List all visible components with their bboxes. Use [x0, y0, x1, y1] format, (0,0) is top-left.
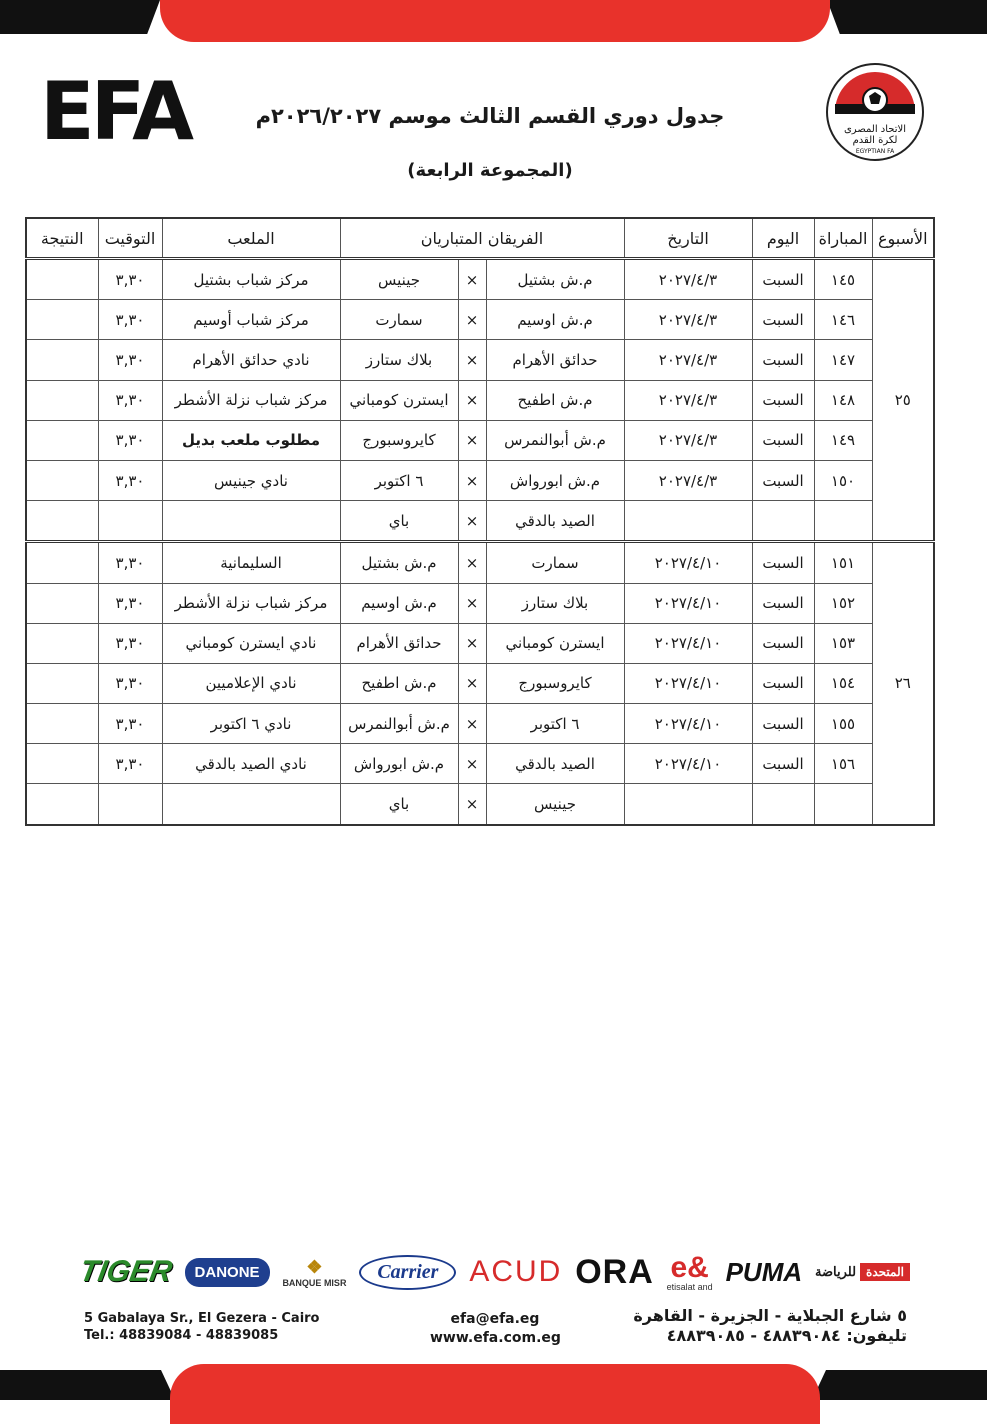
bottom-right-stripe	[812, 1370, 987, 1400]
match-cell: ١٤٥	[814, 259, 872, 300]
header-week: الأسبوع	[872, 218, 934, 259]
time-cell	[98, 784, 162, 825]
match-cell: ١٥٠	[814, 460, 872, 500]
time-cell: ٣,٣٠	[98, 380, 162, 420]
header-teams: الفريقان المتباريان	[340, 218, 624, 259]
team-b-cell: باي	[340, 501, 458, 542]
stadium-cell: نادي الصيد بالدقي	[162, 744, 340, 784]
match-cell	[814, 784, 872, 825]
team-a-cell: م.ش بشتيل	[486, 259, 624, 300]
team-a-cell: سمارت	[486, 542, 624, 583]
time-cell: ٣,٣٠	[98, 542, 162, 583]
table-row	[26, 542, 934, 583]
match-cell: ١٥٤	[814, 663, 872, 703]
banque-misr-icon: ❖	[306, 1256, 323, 1277]
date-cell	[624, 784, 752, 825]
stadium-cell: نادي جينيس	[162, 460, 340, 500]
match-cell: ١٥١	[814, 542, 872, 583]
time-cell: ٣,٣٠	[98, 583, 162, 623]
date-cell: ٢٠٢٧/٤/١٠	[624, 704, 752, 744]
table-row	[26, 380, 934, 420]
footer-address-en	[84, 1310, 320, 1344]
team-b-cell: م.ش أبوالنمرس	[340, 704, 458, 744]
table-row	[26, 704, 934, 744]
team-b-cell: جينيس	[340, 259, 458, 300]
banque-misr-label: BANQUE MISR	[282, 1277, 347, 1288]
day-cell: السبت	[752, 380, 814, 420]
stadium-cell: مطلوب ملعب بديل	[162, 420, 340, 460]
footer-address-ar	[633, 1306, 907, 1346]
vs-cell: ×	[458, 542, 486, 583]
united-sport-logo	[815, 1263, 910, 1281]
schedule-table	[25, 217, 935, 826]
team-b-cell: م.ش بشتيل	[340, 542, 458, 583]
vs-cell: ×	[458, 501, 486, 542]
stadium-cell: نادي حدائق الأهرام	[162, 340, 340, 380]
top-right-stripe	[827, 0, 987, 34]
vs-cell: ×	[458, 623, 486, 663]
stadium-cell: نادي ٦ اكتوبر	[162, 704, 340, 744]
time-cell: ٣,٣٠	[98, 259, 162, 300]
day-cell: السبت	[752, 663, 814, 703]
footer-address-ar-line: ٥ شارع الجبلاية - الجزيرة - القاهرة	[633, 1306, 907, 1325]
team-a-cell: م.ش اوسيم	[486, 300, 624, 340]
header-stadium: الملعب	[162, 218, 340, 259]
team-a-cell: بلاك ستارز	[486, 583, 624, 623]
vs-cell: ×	[458, 744, 486, 784]
table-row	[26, 501, 934, 542]
top-left-stripe	[0, 0, 160, 34]
bottom-red-banner	[170, 1364, 820, 1424]
team-b-cell: م.ش اوسيم	[340, 583, 458, 623]
footer-tel-line: Tel.: 48839084 - 48839085	[84, 1328, 279, 1343]
acud-logo: ACUD	[469, 1255, 563, 1288]
stadium-cell: السليمانية	[162, 542, 340, 583]
vs-cell: ×	[458, 583, 486, 623]
footer-contact	[430, 1310, 560, 1348]
svg-text:EGYPTIAN FA: EGYPTIAN FA	[855, 148, 895, 155]
day-cell: السبت	[752, 460, 814, 500]
match-cell: ١٥٣	[814, 623, 872, 663]
team-b-cell: سمارت	[340, 300, 458, 340]
time-cell: ٣,٣٠	[98, 460, 162, 500]
date-cell	[624, 501, 752, 542]
danone-logo: DANONE	[185, 1258, 270, 1287]
tiger-logo: TIGER	[77, 1255, 175, 1288]
team-a-cell: حدائق الأهرام	[486, 340, 624, 380]
carrier-logo: Carrier	[359, 1255, 456, 1290]
etisalat-logo	[666, 1250, 713, 1292]
stadium-cell	[162, 501, 340, 542]
vs-cell: ×	[458, 300, 486, 340]
time-cell: ٣,٣٠	[98, 300, 162, 340]
result-cell	[26, 583, 98, 623]
ora-logo: ORA	[575, 1252, 654, 1291]
team-b-cell: ٦ اكتوبر	[340, 460, 458, 500]
team-b-cell: ايسترن كومباني	[340, 380, 458, 420]
table-row	[26, 744, 934, 784]
result-cell	[26, 380, 98, 420]
result-cell	[26, 744, 98, 784]
footer-address-line: 5 Gabalaya Sr., El Gezera - Cairo	[84, 1311, 320, 1326]
team-a-cell: ٦ اكتوبر	[486, 704, 624, 744]
result-cell	[26, 542, 98, 583]
day-cell: السبت	[752, 300, 814, 340]
time-cell: ٣,٣٠	[98, 663, 162, 703]
stadium-cell: مركز شباب بشتيل	[162, 259, 340, 300]
svg-text:لكرة القدم: لكرة القدم	[852, 135, 898, 146]
date-cell: ٢٠٢٧/٤/١٠	[624, 583, 752, 623]
team-b-cell: بلاك ستارز	[340, 340, 458, 380]
day-cell: السبت	[752, 340, 814, 380]
stadium-cell: مركز شباب أوسيم	[162, 300, 340, 340]
table-header-row	[26, 218, 934, 259]
result-cell	[26, 784, 98, 825]
day-cell	[752, 784, 814, 825]
match-cell: ١٤٩	[814, 420, 872, 460]
result-cell	[26, 340, 98, 380]
efa-logo: EFA	[40, 65, 191, 158]
date-cell: ٢٠٢٧/٤/١٠	[624, 744, 752, 784]
stadium-cell: نادي ايسترن كومباني	[162, 623, 340, 663]
banque-misr-logo	[282, 1257, 346, 1288]
result-cell	[26, 704, 98, 744]
team-a-cell: الصيد بالدقي	[486, 744, 624, 784]
header-date: التاريخ	[624, 218, 752, 259]
time-cell: ٣,٣٠	[98, 420, 162, 460]
day-cell: السبت	[752, 583, 814, 623]
header-result: النتيجة	[26, 218, 98, 259]
footer-tel-ar-line: تليفون: ٤٨٨٣٩٠٨٤ - ٤٨٨٣٩٠٨٥	[666, 1326, 907, 1345]
svg-text:الاتحاد المصرى: الاتحاد المصرى	[843, 124, 907, 135]
team-b-cell: حدائق الأهرام	[340, 623, 458, 663]
match-cell: ١٤٧	[814, 340, 872, 380]
footer-email[interactable]: efa@efa.eg	[450, 1311, 540, 1327]
vs-cell: ×	[458, 340, 486, 380]
vs-cell: ×	[458, 380, 486, 420]
result-cell	[26, 623, 98, 663]
day-cell	[752, 501, 814, 542]
date-cell: ٢٠٢٧/٤/٣	[624, 300, 752, 340]
date-cell: ٢٠٢٧/٤/٣	[624, 420, 752, 460]
page-subtitle: (المجموعة الرابعة)	[407, 160, 573, 181]
bottom-left-stripe	[0, 1370, 175, 1400]
result-cell	[26, 501, 98, 542]
team-a-cell: كايروسبورج	[486, 663, 624, 703]
time-cell: ٣,٣٠	[98, 340, 162, 380]
team-b-cell: م.ش اطفيح	[340, 663, 458, 703]
time-cell	[98, 501, 162, 542]
team-b-cell: باي	[340, 784, 458, 825]
time-cell: ٣,٣٠	[98, 704, 162, 744]
table-row	[26, 784, 934, 825]
result-cell	[26, 663, 98, 703]
header-match: المباراة	[814, 218, 872, 259]
match-cell: ١٥٢	[814, 583, 872, 623]
date-cell: ٢٠٢٧/٤/١٠	[624, 542, 752, 583]
header-day: اليوم	[752, 218, 814, 259]
day-cell: السبت	[752, 420, 814, 460]
time-cell: ٣,٣٠	[98, 623, 162, 663]
top-red-banner	[160, 0, 830, 42]
vs-cell: ×	[458, 259, 486, 300]
vs-cell: ×	[458, 784, 486, 825]
result-cell	[26, 420, 98, 460]
vs-cell: ×	[458, 663, 486, 703]
table-row	[26, 300, 934, 340]
day-cell: السبت	[752, 704, 814, 744]
day-cell: السبت	[752, 259, 814, 300]
table-row	[26, 583, 934, 623]
stadium-cell: مركز شباب نزلة الأشطر	[162, 380, 340, 420]
united-sport-label: للرياضة	[815, 1264, 857, 1279]
week-cell: ٢٦	[872, 542, 934, 825]
date-cell: ٢٠٢٧/٤/٣	[624, 259, 752, 300]
week-cell: ٢٥	[872, 259, 934, 542]
date-cell: ٢٠٢٧/٤/١٠	[624, 663, 752, 703]
header-time: التوقيت	[98, 218, 162, 259]
table-row	[26, 663, 934, 703]
team-a-cell: م.ش أبوالنمرس	[486, 420, 624, 460]
stadium-cell: نادي الإعلاميين	[162, 663, 340, 703]
vs-cell: ×	[458, 460, 486, 500]
match-cell: ١٤٨	[814, 380, 872, 420]
day-cell: السبت	[752, 744, 814, 784]
schedule-body	[26, 259, 934, 825]
table-row	[26, 420, 934, 460]
page-title: جدول دوري القسم الثالث موسم ٢٠٢٦/٢٠٢٧م	[255, 104, 725, 128]
match-cell: ١٥٦	[814, 744, 872, 784]
date-cell: ٢٠٢٧/٤/١٠	[624, 623, 752, 663]
puma-logo: PUMA	[725, 1256, 803, 1287]
team-b-cell: كايروسبورج	[340, 420, 458, 460]
match-cell	[814, 501, 872, 542]
team-a-cell: ايسترن كومباني	[486, 623, 624, 663]
vs-cell: ×	[458, 704, 486, 744]
team-b-cell: م.ش ابورواش	[340, 744, 458, 784]
table-row	[26, 259, 934, 300]
team-a-cell: الصيد بالدقي	[486, 501, 624, 542]
result-cell	[26, 300, 98, 340]
vs-cell: ×	[458, 420, 486, 460]
day-cell: السبت	[752, 542, 814, 583]
match-cell: ١٤٦	[814, 300, 872, 340]
result-cell	[26, 460, 98, 500]
date-cell: ٢٠٢٧/٤/٣	[624, 340, 752, 380]
etisalat-label: etisalat and	[666, 1281, 713, 1292]
table-row	[26, 460, 934, 500]
footer-website[interactable]: www.efa.com.eg	[430, 1330, 561, 1346]
egyptian-fa-crest-icon	[825, 62, 925, 162]
stadium-cell	[162, 784, 340, 825]
etisalat-icon: e&	[670, 1250, 709, 1284]
date-cell: ٢٠٢٧/٤/٣	[624, 380, 752, 420]
result-cell	[26, 259, 98, 300]
date-cell: ٢٠٢٧/٤/٣	[624, 460, 752, 500]
table-row	[26, 340, 934, 380]
united-label: المتحدة	[860, 1263, 910, 1281]
sponsor-strip	[77, 1244, 910, 1300]
stadium-cell: مركز شباب نزلة الأشطر	[162, 583, 340, 623]
match-cell: ١٥٥	[814, 704, 872, 744]
day-cell: السبت	[752, 623, 814, 663]
team-a-cell: م.ش اطفيح	[486, 380, 624, 420]
time-cell: ٣,٣٠	[98, 744, 162, 784]
team-a-cell: جينيس	[486, 784, 624, 825]
table-row	[26, 623, 934, 663]
team-a-cell: م.ش ابورواش	[486, 460, 624, 500]
